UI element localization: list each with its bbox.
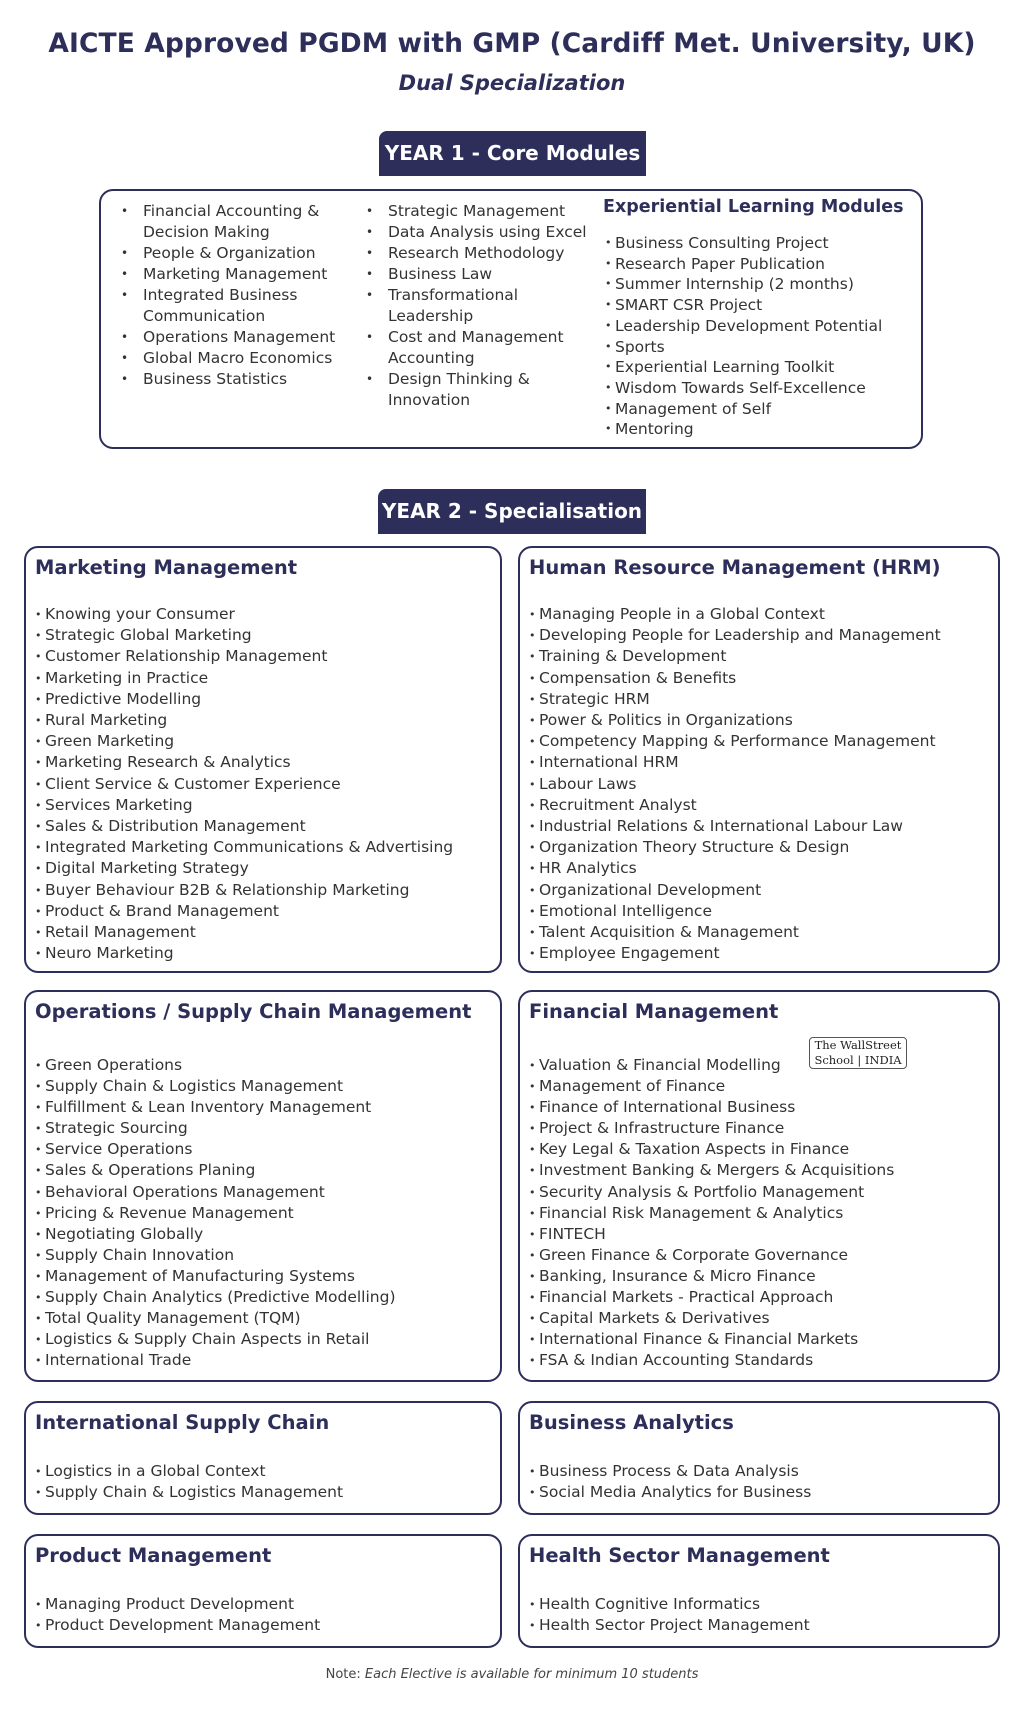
list-item: • Sales & Operations Planing xyxy=(35,1160,396,1181)
list-item: • Service Operations xyxy=(35,1139,396,1160)
note-label: Note: xyxy=(325,1667,361,1682)
specialisation-title: Business Analytics xyxy=(529,1411,734,1434)
module-list xyxy=(529,1594,810,1636)
list-item: • Developing People for Leadership and Management xyxy=(529,625,941,646)
list-item: • Sports xyxy=(605,337,882,358)
list-item: • Marketing in Practice xyxy=(35,668,453,689)
list-item: • Investment Banking & Mergers & Acquisitions xyxy=(529,1160,894,1181)
list-item: • Client Service & Customer Experience xyxy=(35,774,453,795)
page-subtitle: Dual Specialization xyxy=(398,71,626,95)
specialisation-title: Health Sector Management xyxy=(529,1544,830,1567)
specialisation-operations xyxy=(24,990,502,1382)
list-item: • Summer Internship (2 months) xyxy=(605,274,882,295)
list-item: • Global Macro Economics xyxy=(121,348,346,369)
list-item: • Social Media Analytics for Business xyxy=(529,1482,811,1503)
list-item: • Neuro Marketing xyxy=(35,943,453,964)
list-item: • Logistics in a Global Context xyxy=(35,1461,343,1482)
list-item: • Marketing Research & Analytics xyxy=(35,752,453,773)
list-item: • Capital Markets & Derivatives xyxy=(529,1308,894,1329)
list-item: • Knowing your Consumer xyxy=(35,604,453,625)
specialisation-title: Marketing Management xyxy=(35,556,298,579)
list-item: • Buyer Behaviour B2B & Relationship Marketing xyxy=(35,880,453,901)
list-item: • Health Cognitive Informatics xyxy=(529,1594,810,1615)
specialisation-finance xyxy=(518,990,1000,1382)
list-item: • Fulfillment & Lean Inventory Management xyxy=(35,1097,396,1118)
list-item: • Wisdom Towards Self-Excellence xyxy=(605,378,882,399)
list-item: • Mentoring xyxy=(605,419,882,440)
module-list xyxy=(529,1461,811,1503)
list-item: • Banking, Insurance & Micro Finance xyxy=(529,1266,894,1287)
list-item: • Health Sector Project Management xyxy=(529,1615,810,1636)
list-item: • Organization Theory Structure & Design xyxy=(529,837,941,858)
list-item: • Sales & Distribution Management xyxy=(35,816,453,837)
list-item: • Experiential Learning Toolkit xyxy=(605,357,882,378)
list-item: • Product Development Management xyxy=(35,1615,320,1636)
list-item: • Competency Mapping & Performance Management xyxy=(529,731,941,752)
specialisation-business-analytics xyxy=(518,1401,1000,1515)
list-item: • Data Analysis using Excel xyxy=(366,222,601,243)
list-item: • Supply Chain Analytics (Predictive Modelling) xyxy=(35,1287,396,1308)
list-item: • Leadership Development Potential xyxy=(605,316,882,337)
specialisation-marketing xyxy=(24,546,502,973)
specialisation-intl-supply-chain xyxy=(24,1401,502,1515)
list-item: • People & Organization xyxy=(121,243,346,264)
list-item: • Key Legal & Taxation Aspects in Finance xyxy=(529,1139,894,1160)
list-item: • Strategic Management xyxy=(366,201,601,222)
list-item: • Business Law xyxy=(366,264,601,285)
list-item: • Training & Development xyxy=(529,646,941,667)
logo-line-1: The WallStreet xyxy=(814,1038,902,1052)
list-item: • Managing Product Development xyxy=(35,1594,320,1615)
list-item: • Research Paper Publication xyxy=(605,254,882,275)
list-item: • Managing People in a Global Context xyxy=(529,604,941,625)
footnote xyxy=(0,1667,1024,1682)
list-item: • Green Operations xyxy=(35,1055,396,1076)
list-item: • Cost and Management Accounting xyxy=(366,327,601,369)
list-item: • Business Consulting Project xyxy=(605,233,882,254)
specialisation-product-management xyxy=(24,1534,502,1648)
list-item: • Integrated Business Communication xyxy=(121,285,346,327)
module-list xyxy=(529,1055,894,1371)
module-list xyxy=(35,1055,396,1371)
list-item: • Strategic Global Marketing xyxy=(35,625,453,646)
specialisation-title: Financial Management xyxy=(529,1000,779,1023)
wallstreet-school-logo xyxy=(809,1037,907,1069)
list-item: • Industrial Relations & International Labour Law xyxy=(529,816,941,837)
list-item: • HR Analytics xyxy=(529,858,941,879)
list-item: • Security Analysis & Portfolio Management xyxy=(529,1182,894,1203)
experiential-learning-title: Experiential Learning Modules xyxy=(603,197,904,217)
year1-core-modules-box xyxy=(99,189,923,449)
list-item: • Integrated Marketing Communications & Advertising xyxy=(35,837,453,858)
list-item: • Labour Laws xyxy=(529,774,941,795)
list-item: • Emotional Intelligence xyxy=(529,901,941,922)
list-item: • Services Marketing xyxy=(35,795,453,816)
list-item: • Rural Marketing xyxy=(35,710,453,731)
list-item: • Organizational Development xyxy=(529,880,941,901)
list-item: • Customer Relationship Management xyxy=(35,646,453,667)
page-title: AICTE Approved PGDM with GMP (Cardiff Met. University, UK) xyxy=(48,28,976,59)
list-item: • Talent Acquisition & Management xyxy=(529,922,941,943)
list-item: • Green Marketing xyxy=(35,731,453,752)
core-modules-column-2 xyxy=(366,201,601,411)
experiential-learning-list xyxy=(605,233,882,440)
module-list xyxy=(35,604,453,964)
list-item: • Design Thinking & Innovation xyxy=(366,369,601,411)
list-item: • Strategic HRM xyxy=(529,689,941,710)
list-item: • Retail Management xyxy=(35,922,453,943)
list-item: • SMART CSR Project xyxy=(605,295,882,316)
list-item: • Financial Markets - Practical Approach xyxy=(529,1287,894,1308)
list-item: • Valuation & Financial Modelling xyxy=(529,1055,894,1076)
list-item: • Strategic Sourcing xyxy=(35,1118,396,1139)
list-item: • Compensation & Benefits xyxy=(529,668,941,689)
list-item: • International Trade xyxy=(35,1350,396,1371)
list-item: • Behavioral Operations Management xyxy=(35,1182,396,1203)
list-item: • Research Methodology xyxy=(366,243,601,264)
list-item: • International HRM xyxy=(529,752,941,773)
list-item: • Pricing & Revenue Management xyxy=(35,1203,396,1224)
list-item: • Business Process & Data Analysis xyxy=(529,1461,811,1482)
module-list xyxy=(35,1461,343,1503)
list-item: • Logistics & Supply Chain Aspects in Retail xyxy=(35,1329,396,1350)
list-item: • Green Finance & Corporate Governance xyxy=(529,1245,894,1266)
specialisation-title: International Supply Chain xyxy=(35,1411,330,1434)
list-item: • Total Quality Management (TQM) xyxy=(35,1308,396,1329)
list-item: • Negotiating Globally xyxy=(35,1224,396,1245)
specialisation-health-sector xyxy=(518,1534,1000,1648)
year1-badge: YEAR 1 - Core Modules xyxy=(379,131,646,176)
list-item: • Supply Chain & Logistics Management xyxy=(35,1482,343,1503)
core-modules-column-1 xyxy=(121,201,346,390)
specialisation-title: Product Management xyxy=(35,1544,272,1567)
list-item: • Digital Marketing Strategy xyxy=(35,858,453,879)
list-item: • FSA & Indian Accounting Standards xyxy=(529,1350,894,1371)
list-item: • Operations Management xyxy=(121,327,346,348)
year2-badge: YEAR 2 - Specialisation xyxy=(378,489,646,534)
list-item: • Management of Manufacturing Systems xyxy=(35,1266,396,1287)
list-item: • Supply Chain & Logistics Management xyxy=(35,1076,396,1097)
specialisation-hrm xyxy=(518,546,1000,973)
list-item: • Marketing Management xyxy=(121,264,346,285)
logo-line-2: School | INDIA xyxy=(814,1053,902,1067)
list-item: • Management of Self xyxy=(605,399,882,420)
list-item: • Business Statistics xyxy=(121,369,346,390)
list-item: • Transformational Leadership xyxy=(366,285,601,327)
module-list xyxy=(529,604,941,964)
list-item: • Predictive Modelling xyxy=(35,689,453,710)
list-item: • Product & Brand Management xyxy=(35,901,453,922)
specialisation-title: Human Resource Management (HRM) xyxy=(529,556,941,579)
list-item: • Financial Accounting & Decision Making xyxy=(121,201,346,243)
list-item: • Management of Finance xyxy=(529,1076,894,1097)
list-item: • Finance of International Business xyxy=(529,1097,894,1118)
list-item: • International Finance & Financial Markets xyxy=(529,1329,894,1350)
list-item: • FINTECH xyxy=(529,1224,894,1245)
note-text: Each Elective is available for minimum 10 students xyxy=(364,1667,699,1682)
list-item: • Project & Infrastructure Finance xyxy=(529,1118,894,1139)
list-item: • Financial Risk Management & Analytics xyxy=(529,1203,894,1224)
list-item: • Supply Chain Innovation xyxy=(35,1245,396,1266)
list-item: • Power & Politics in Organizations xyxy=(529,710,941,731)
specialisation-title: Operations / Supply Chain Management xyxy=(35,1000,472,1023)
list-item: • Recruitment Analyst xyxy=(529,795,941,816)
list-item: • Employee Engagement xyxy=(529,943,941,964)
module-list xyxy=(35,1594,320,1636)
